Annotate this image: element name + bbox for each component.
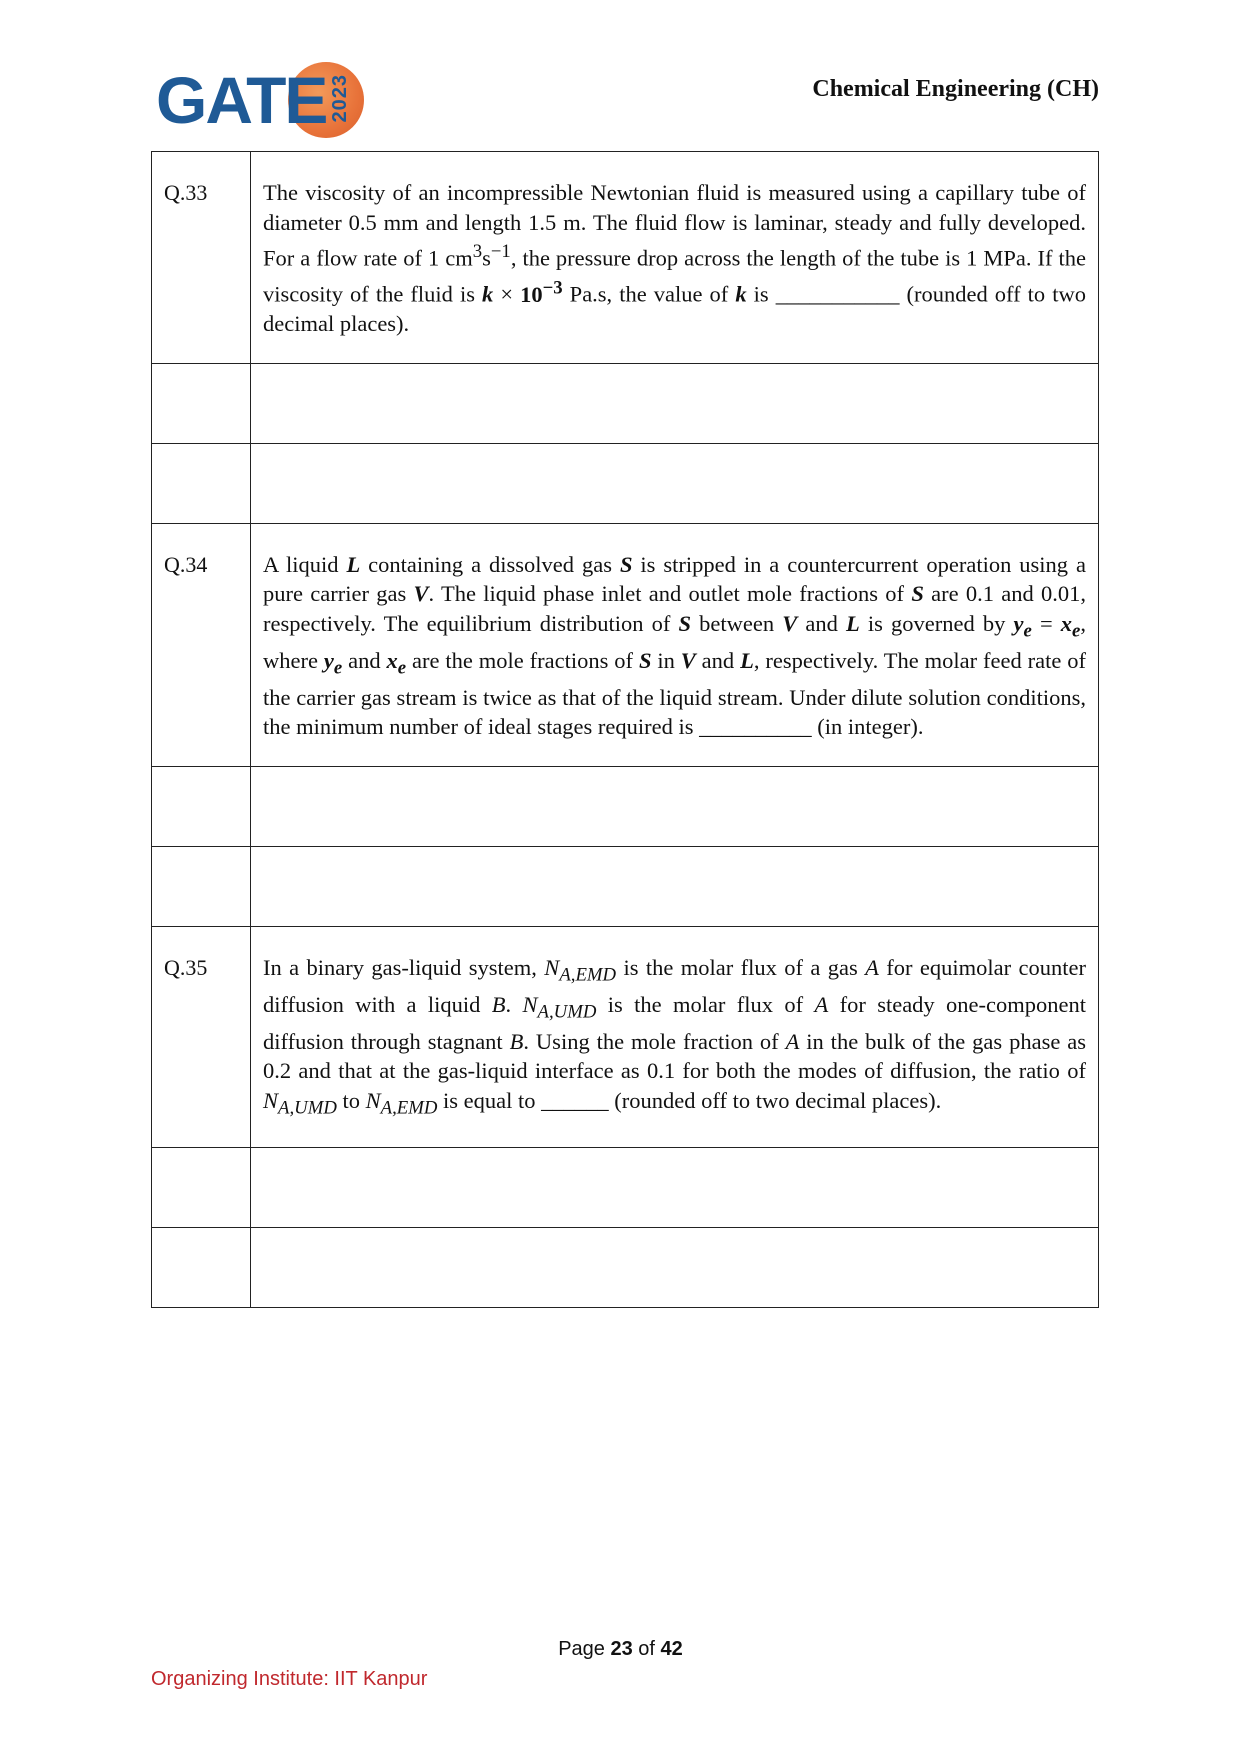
page-of: of [638, 1638, 655, 1660]
paper-title: Chemical Engineering (CH) [812, 76, 1099, 102]
blank-cell [251, 443, 1099, 523]
blank-row [152, 1227, 1099, 1307]
questions-table [151, 151, 1099, 1308]
question-text: The viscosity of an incompressible Newtonian fluid is measured using a capillary tube of diameter 0.5 mm and length 1.5 m. The fluid flow is laminar, steady and fully developed. For a flow rate of 1 $cm^3s^{-1}$, the pressure drop across the length of the tube is 1 MPa. If the viscosity of the fluid is $k \times 10^{-3}$ Pa.s, the value of k is ___________ (rounded off to two decimal places). [251, 152, 1099, 364]
blank-cell [152, 766, 251, 846]
blank-row [152, 443, 1099, 523]
blank-cell [251, 766, 1099, 846]
blank-row [152, 846, 1099, 926]
logo-year: 2023 [329, 74, 351, 123]
question-row [152, 926, 1099, 1147]
gate-logo [156, 60, 356, 140]
blank-cell [152, 1227, 251, 1307]
blank-cell [251, 846, 1099, 926]
question-text: In a binary gas-liquid system, $N_{A,EMD}$ is the molar flux of a gas A for equimolar counter diffusion with a liquid B. $N_{A,UMD}$ is the molar flux of A for steady one-component diffusion through stagnant B. Using the mole fraction of A in the bulk of the gas phase as 0.2 and that at the gas-liquid interface as 0.1 for both the modes of diffusion, the ratio of $N_{A,UMD}$ to $N_{A,EMD}$ is equal to ______ (rounded off to two decimal places). [251, 926, 1099, 1147]
blank-cell [152, 363, 251, 443]
blank-row [152, 363, 1099, 443]
blank-row [152, 1147, 1099, 1227]
organizing-institute: Organizing Institute: IIT Kanpur [151, 1668, 428, 1690]
question-number: Q.33 [152, 152, 251, 364]
logo-text: GATE [156, 63, 327, 137]
blank-cell [251, 1227, 1099, 1307]
blank-cell [152, 443, 251, 523]
question-text: A liquid L containing a dissolved gas S is stripped in a countercurrent operation using a pure carrier gas V. The liquid phase inlet and outlet mole fractions of S are 0.1 and 0.01, respectively. The equilibrium distribution of S between V and L is governed by $y_e = x_e$, where $y_e$ and $x_e$ are the mole fractions of S in V and L, respectively. The molar feed rate of the carrier gas stream is twice as that of the liquid stream. Under dilute solution conditions, the minimum number of ideal stages required is __________ (in integer). [251, 523, 1099, 766]
blank-row [152, 766, 1099, 846]
question-number: Q.35 [152, 926, 251, 1147]
blank-cell [251, 1147, 1099, 1227]
page-number [0, 1638, 1241, 1661]
page-total: 42 [660, 1638, 683, 1660]
question-number: Q.34 [152, 523, 251, 766]
question-row [152, 523, 1099, 766]
blank-cell [152, 1147, 251, 1227]
blank-cell [251, 363, 1099, 443]
page-prefix: Page [558, 1638, 605, 1660]
page-current: 23 [610, 1638, 633, 1660]
blank-cell [152, 846, 251, 926]
question-row [152, 152, 1099, 364]
